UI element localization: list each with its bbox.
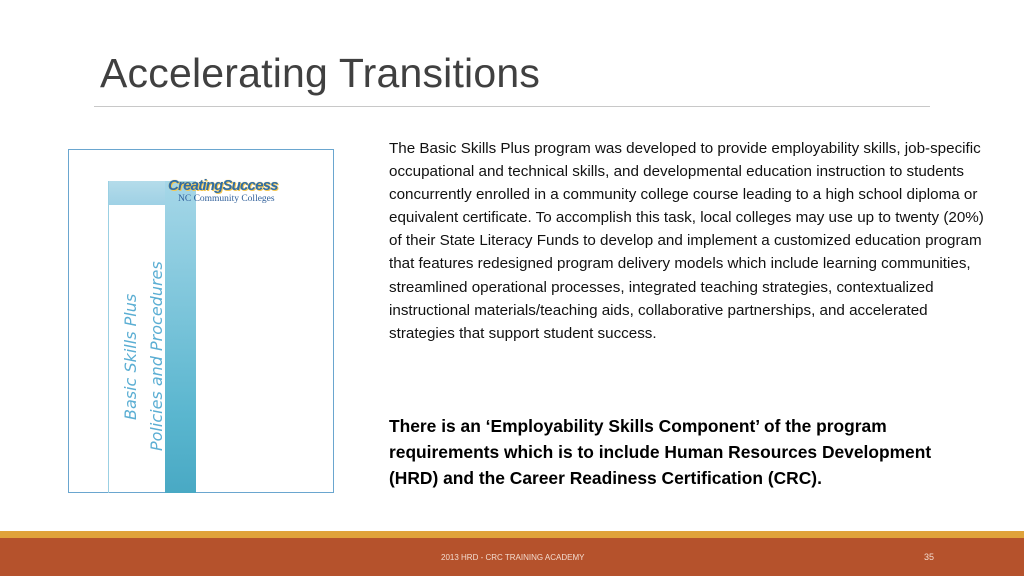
cover-title-line-2: Policies and Procedures bbox=[147, 261, 166, 451]
creating-success-logo bbox=[168, 178, 318, 204]
slide-title: Accelerating Transitions bbox=[100, 50, 541, 96]
cover-image bbox=[68, 149, 334, 493]
cover-horizontal-bar bbox=[109, 181, 167, 205]
footer-accent-stripe bbox=[0, 531, 1024, 538]
emphasis-paragraph: There is an ‘Employability Skills Component’ of the program requirements which is to include Human Resources Development (HRD) and the Career Readiness Certification (CRC). bbox=[389, 416, 932, 488]
cover-title-line-1: Basic Skills Plus bbox=[121, 293, 140, 420]
logo-wordmark: CreatingSuccess bbox=[168, 177, 278, 194]
logo-subtitle: NC Community Colleges bbox=[178, 194, 275, 204]
slide-number: 35 bbox=[923, 552, 934, 562]
footer-band bbox=[0, 538, 1024, 576]
title-divider bbox=[94, 106, 930, 107]
footer-text: 2013 HRD - CRC TRAINING ACADEMY bbox=[441, 553, 585, 562]
cover-left-line bbox=[108, 181, 109, 493]
cover-vertical-bar bbox=[165, 181, 196, 493]
body-paragraph: The Basic Skills Plus program was developed to provide employability skills, job-specific occupational and technical skills, and developmental education instruction to students concurrently enrolled in a community college course leading to a high school diploma or equivalent certificate. To accomplish this task, local colleges may use up to twenty (20%) of their State Literacy Funds to develop and implement a customized education program that features redesigned program delivery models which include learning communities, streamlined operational processes, integrated teaching strategies, contextualized instructional materials/teaching aids, collaborative partnerships, and accelerated strategies that support student success. bbox=[389, 140, 984, 342]
